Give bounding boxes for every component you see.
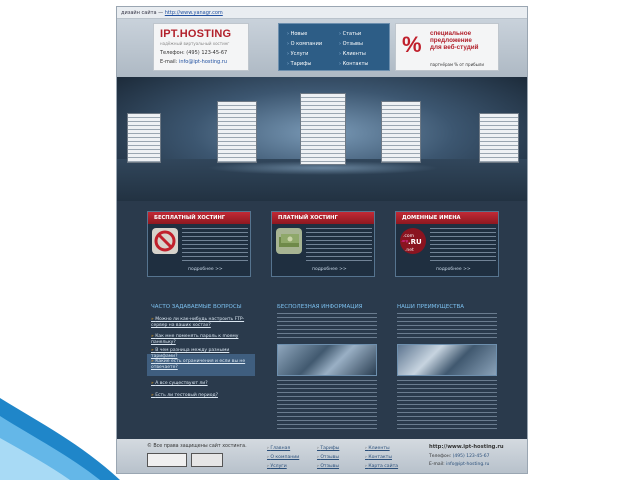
server-rack-icon	[300, 93, 346, 165]
footer-link-contacts[interactable]: › Контакты	[365, 455, 392, 460]
email-link[interactable]: info@ipt-hosting.ru	[178, 59, 228, 65]
promo-footnote: партнёрам % от прибыли	[430, 62, 484, 67]
faq-item[interactable]: » Как мне поменять пароль к moему панельку?	[151, 334, 251, 345]
phone-label: Телефон:	[160, 50, 185, 56]
header-phone	[160, 50, 227, 56]
footer-site-url[interactable]: http://www.ipt-hosting.ru	[429, 444, 504, 450]
nav-item-articles[interactable]: › Статьи	[339, 29, 368, 39]
footer-link-sitemap[interactable]: › Карта сайта	[365, 464, 398, 469]
counter-badge[interactable]	[191, 453, 223, 467]
faq-item[interactable]: » Есть ли тестовый период?	[151, 393, 251, 399]
footer-link-about[interactable]: › О компании	[267, 455, 299, 460]
phone-value: (495) 123-45-67	[186, 50, 228, 56]
nav-item-reviews[interactable]: › Отзывы	[339, 39, 368, 49]
server-rack-icon	[381, 101, 421, 163]
server-rack-icon	[127, 113, 161, 163]
advantages-heading: НАШИ ПРЕИМУЩЕСТВА	[397, 304, 465, 310]
site-logo[interactable]: IPT.HOSTING	[160, 28, 232, 40]
info-heading: БЕСПОЛЕЗНАЯ ИНФОРМАЦИЯ	[277, 304, 363, 310]
panel-more-link[interactable]: подробнее >>	[436, 267, 471, 272]
panel-title: БЕСПЛАТНЫЙ ХОСТИНГ	[148, 212, 250, 224]
footer-email-label: E-mail:	[429, 462, 445, 467]
footer-copyright: © Все права защищены сайт хостинга.	[147, 444, 247, 449]
info-image	[277, 344, 377, 376]
server-rack-icon	[217, 101, 257, 163]
nav-item-tariffs[interactable]: › Тарифы	[287, 59, 322, 69]
domain-org: .org	[401, 239, 408, 243]
faq-heading: ЧАСТО ЗАДАВАЕМЫЕ ВОПРОСЫ	[151, 304, 242, 310]
footer-link-services[interactable]: › Услуги	[267, 464, 287, 469]
website-screenshot	[116, 6, 528, 474]
logo-block	[153, 23, 249, 71]
header-email	[160, 59, 227, 65]
faq-item[interactable]: » В чем разница между разными тарифами?	[151, 348, 251, 359]
info-text	[277, 380, 377, 430]
info-text	[277, 313, 377, 341]
title-url-link[interactable]: http://www.yanagr.com	[164, 10, 223, 16]
money-icon	[276, 228, 302, 254]
nav-item-clients[interactable]: › Клиенты	[339, 49, 368, 59]
footer-link-reviews[interactable]: › Отзывы	[317, 455, 339, 460]
no-sign-icon	[152, 228, 178, 254]
domain-net: .net	[405, 248, 414, 253]
panel-domains[interactable]	[395, 211, 499, 277]
panel-description	[182, 228, 248, 262]
footer-phone-label: Телефон:	[429, 454, 452, 459]
footer-phone	[429, 454, 490, 459]
faq-item[interactable]: » Можно ли как-нибудь настроить FTP-сервер на ваших хостах?	[151, 317, 251, 328]
nav-item-services[interactable]: › Услуги	[287, 49, 322, 59]
promo-line-1: специальное	[430, 30, 472, 37]
footer-link-home[interactable]: › Главная	[267, 446, 290, 451]
promo-line-3: для веб-студий	[430, 44, 479, 51]
browser-title-bar	[117, 7, 528, 19]
footer-link-tariffs[interactable]: › Тарифы	[317, 446, 339, 451]
advantages-image	[397, 344, 497, 376]
domains-icon	[400, 228, 426, 254]
footer-link-clients[interactable]: › Клиенты	[365, 446, 390, 451]
promo-heading	[430, 30, 498, 51]
counter-badge[interactable]	[147, 453, 187, 467]
domain-ru: .RU	[408, 238, 422, 246]
domain-com: .com	[403, 234, 415, 239]
site-footer	[117, 439, 528, 474]
panel-more-link[interactable]: подробнее >>	[312, 267, 347, 272]
panel-title: ДОМЕННЫЕ ИМЕНА	[396, 212, 498, 224]
footer-email	[429, 462, 489, 467]
blue-swoosh-decoration	[0, 388, 120, 480]
panel-free-hosting[interactable]	[147, 211, 251, 277]
server-rack-icon	[479, 113, 519, 163]
advantages-text	[397, 313, 497, 341]
hero-servers-banner	[117, 77, 528, 201]
promo-line-2: предложение	[430, 37, 472, 44]
nav-item-contacts[interactable]: › Контакты	[339, 59, 368, 69]
percent-icon: %	[402, 32, 422, 57]
email-label: E-mail:	[160, 59, 178, 65]
nav-item-about[interactable]: › О компании	[287, 39, 322, 49]
top-navigation	[278, 23, 390, 71]
title-prefix: дизайн сайта —	[121, 10, 165, 16]
panel-description	[430, 228, 496, 262]
panel-title: ПЛАТНЫЙ ХОСТИНГ	[272, 212, 374, 224]
faq-item[interactable]: » А все существуют ли?	[151, 381, 251, 387]
advantages-text	[397, 380, 497, 430]
footer-link-reviews-2[interactable]: › Отзывы	[317, 464, 339, 469]
logo-tagline: надёжный виртуальный хостинг	[160, 41, 230, 46]
footer-email-link[interactable]: info@ipt-hosting.ru	[446, 462, 490, 467]
promo-banner[interactable]	[395, 23, 499, 71]
panel-more-link[interactable]: подробнее >>	[188, 267, 223, 272]
panel-description	[306, 228, 372, 262]
panel-paid-hosting[interactable]	[271, 211, 375, 277]
footer-phone-value: (495) 123-45-67	[452, 454, 490, 459]
faq-item[interactable]: » Какие есть ограничения и если вы не отвечаете?	[151, 359, 251, 370]
nav-item-new[interactable]: › Новые	[287, 29, 322, 39]
site-header	[117, 19, 528, 77]
